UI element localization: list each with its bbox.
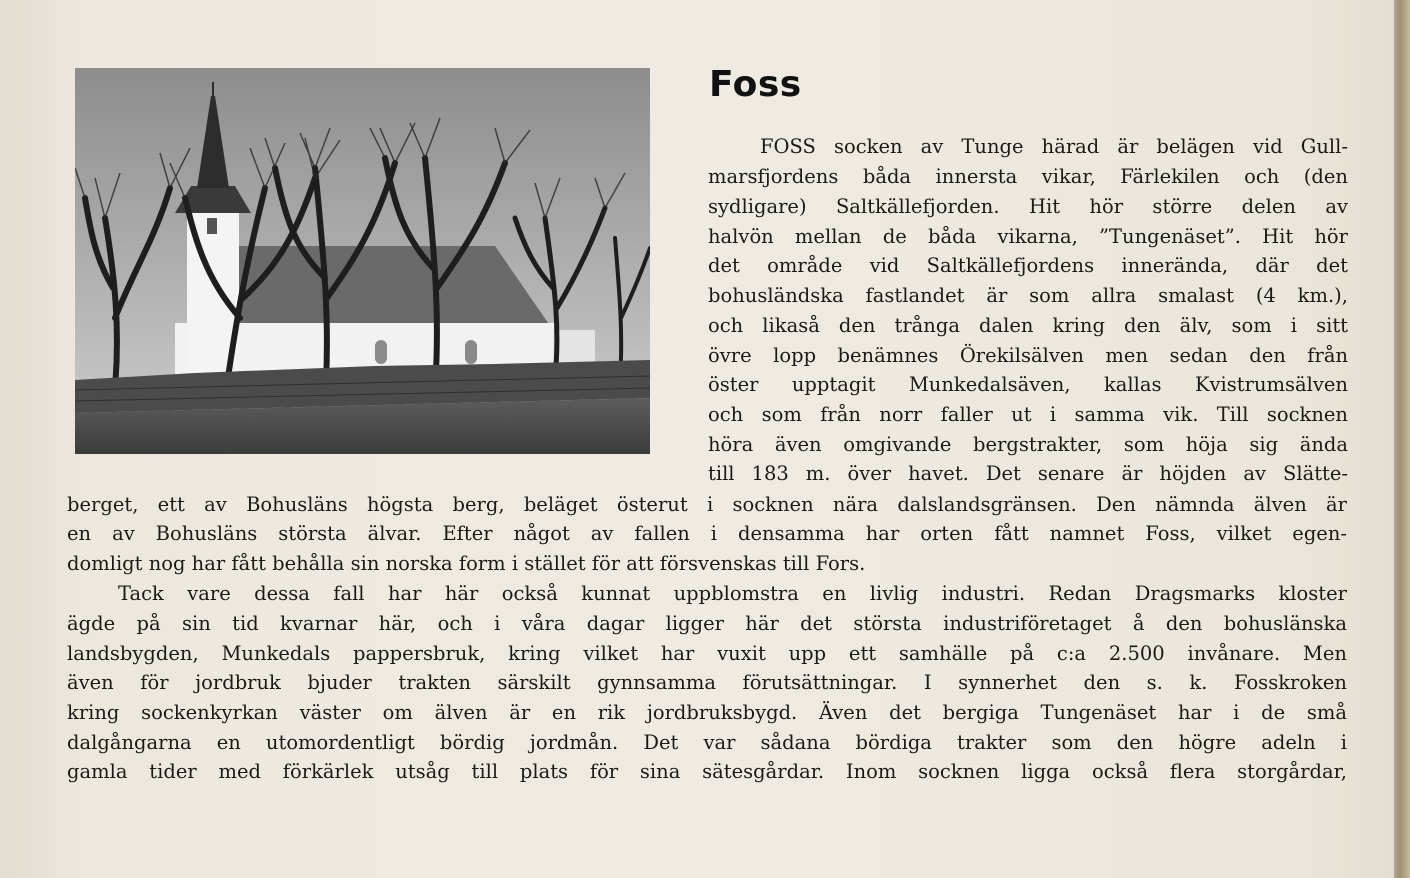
- text-line: gamla tider med förkärlek utsåg till plats för sina sätesgårdar. Inom socknen ligga också flera storgårdar,: [67, 760, 1347, 783]
- article-title: Foss: [709, 64, 802, 105]
- text-line: landsbygden, Munkedals pappersbruk, kring vilket har vuxit upp ett samhälle på c:a 2.500 invånare. Men: [67, 642, 1347, 665]
- text-line: ägde på sin tid kvarnar här, och i våra dagar ligger här det största industriföretaget å den bohuslänska: [67, 612, 1347, 635]
- text-line: dalgångarna en utomordentligt bördig jordmån. Det var sådana bördiga trakter som den högre adeln i: [67, 731, 1347, 754]
- text-line: Tack vare dessa fall har här också kunnat uppblomstra en livlig industri. Redan Dragsmarks kloster: [118, 582, 1347, 605]
- text-line: en av Bohusläns största älvar. Efter något av fallen i densamma har orten fått namnet Foss, vilket egen-: [67, 522, 1347, 545]
- text-line: domligt nog har fått behålla sin norska form i stället för att försvenskas till Fors.: [67, 552, 866, 575]
- text-line: och som från norr faller ut i samma vik. Till socknen: [708, 403, 1348, 426]
- text-line: övre lopp benämnes Örekilsälven men sedan den från: [708, 344, 1348, 367]
- text-line: halvön mellan de båda vikarna, ”Tungenäset”. Hit hör: [708, 225, 1348, 248]
- text-line: öster upptagit Munkedalsäven, kallas Kvistrumsälven: [708, 373, 1348, 396]
- church-photo: [75, 68, 650, 454]
- text-line: det område vid Saltkällefjordens innerända, där det: [708, 254, 1348, 277]
- book-binding-edge: [1394, 0, 1410, 878]
- text-line: berget, ett av Bohusläns högsta berg, beläget österut i socknen nära dalslandsgränsen. Den nämnda älven är: [67, 493, 1347, 516]
- text-line: även för jordbruk bjuder trakten särskilt gynnsamma förutsättningar. I synnerhet den s. k. Fosskroken: [67, 671, 1347, 694]
- text-line: höra även omgivande bergstrakter, som höja sig ända: [708, 433, 1348, 456]
- text-line: marsfjordens båda innersta vikar, Färlekilen och (den: [708, 165, 1348, 188]
- text-line: bohusländska fastlandet är som allra smalast (4 km.),: [708, 284, 1348, 307]
- text-line: till 183 m. över havet. Det senare är höjden av Slätte-: [708, 462, 1348, 485]
- text-line: och likaså den trånga dalen kring den älv, som i sitt: [708, 314, 1348, 337]
- text-line: kring sockenkyrkan väster om älven är en rik jordbruksbygd. Även det bergiga Tungenäset har i de små: [67, 701, 1347, 724]
- text-line: sydligare) Saltkällefjorden. Hit hör större delen av: [708, 195, 1348, 218]
- text-line: FOSS socken av Tunge härad är belägen vid Gull-: [760, 135, 1348, 158]
